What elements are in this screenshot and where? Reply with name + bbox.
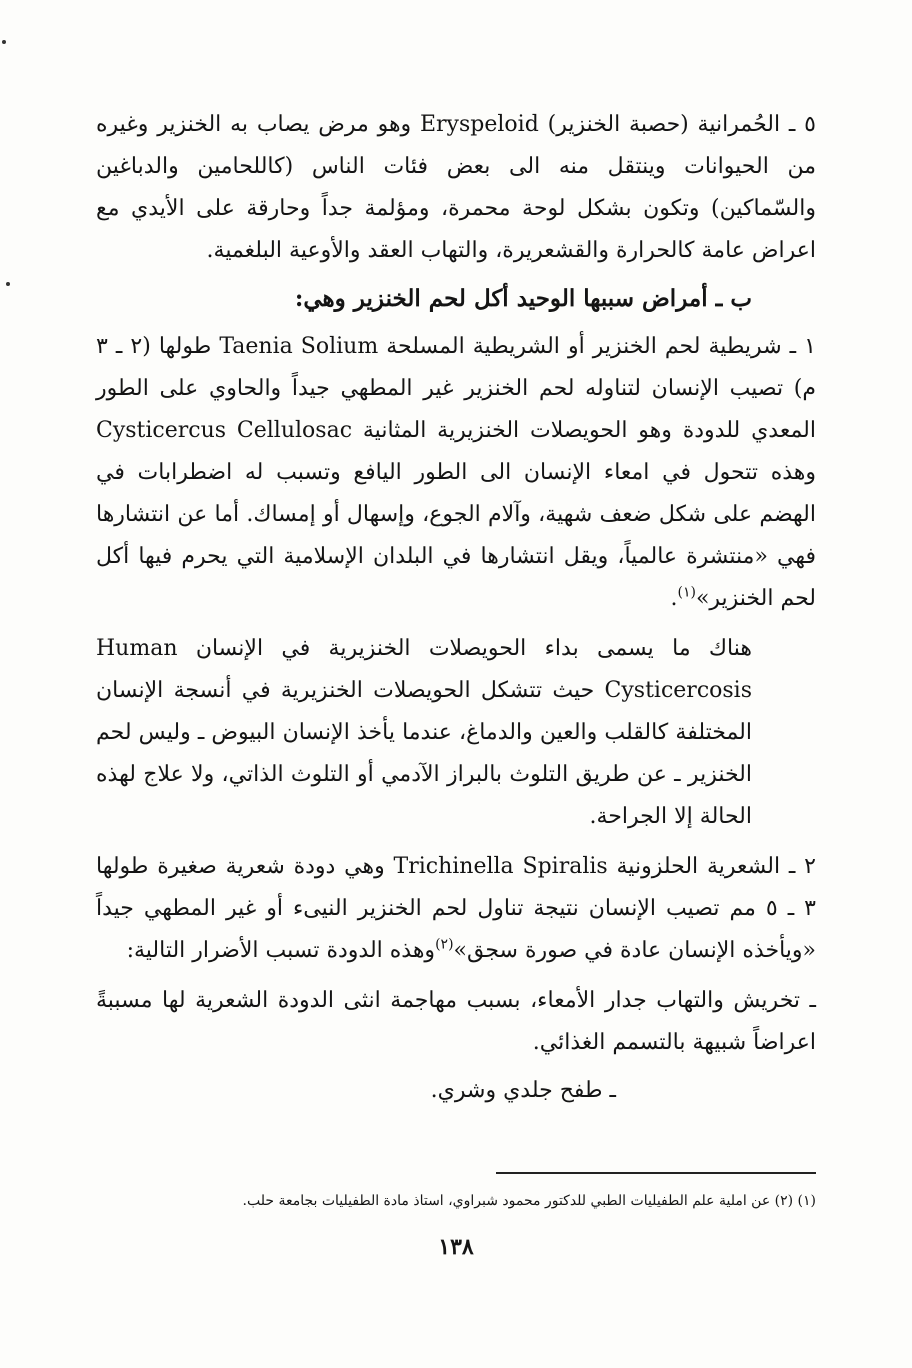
- bullet-skin-rash: ـ طفح جلدي وشري.: [430, 1078, 616, 1103]
- page-body: [96, 104, 816, 1112]
- paragraph-human-cysticercosis: هناك ما يسمى بداء الحويصلات الخنزيرية في الإنسان Human Cysticercosis حيث تتشكل الحويصلات الخنزيرية في أنسجة الإنسان المختلفة كالقلب والعين والدماغ، عندما يأخذ الإنسان البيوض ـ وليس لحم الخنزير ـ عن طريق التلوث بالبراز الآدمي أو التلوث الذاتي، ولا علاج لهذه الحالة إلا الجراحة.: [96, 636, 752, 829]
- bullet-intestinal-irritation: ـ تخريش والتهاب جدار الأمعاء، بسبب مهاجمة انثى الدودة الشعرية لها مسببةً اعراضاً شبيهة بالتسمم الغذائي.: [96, 988, 816, 1055]
- paragraph-erysipeloid: ٥ ـ الحُمرانية (حصبة الخنزير) Eryspeloid وهو مرض يصاب به الخنزير وغيره من الحيوانات وينتقل منه الى بعض فئات الناس (كاللحامين والدباغين والسّماكين) وتكون بشكل لوحة محمرة، ومؤلمة جداً وحارقة على الأيدي مع اعراض عامة كالحرارة والقشعريرة، والتهاب العقد والأوعية البلغمية.: [96, 112, 816, 263]
- section-heading: ب ـ أمراض سببها الوحيد أكل لحم الخنزير وهي:: [294, 285, 752, 312]
- footnote: (١) (٢) عن املية علم الطفيليات الطبي للدكتور محمود شبراوي، استاذ مادة الطفيليات بجامعة حلب.: [242, 1193, 816, 1209]
- page-number: ١٣٨: [438, 1234, 474, 1260]
- scan-speck-top: [2, 40, 6, 44]
- footnote-divider: [496, 1172, 816, 1174]
- footnote-ref-2: (٢): [435, 936, 454, 953]
- paragraph-taenia-solium: ١ ـ شريطية لحم الخنزير أو الشريطية المسلحة Taenia Solium طولها (٢ ـ ٣ م) تصيب الإنسان لتناوله لحم الخنزير غير المطهي جيداً والحاوي على الطور المعدي للدودة وهو الحويصلات الخنزيرية المثانية Cysticercus Cellulosac وهذه تتحول في امعاء الإنسان الى الطور اليافع وتسبب له اضطرابات في الهضم على شكل ضعف شهية، وآلام الجوع، وإسهال أو إمساك. أما عن انتشارها فهي «منتشرة عالمياً، ويقل انتشارها في البلدان الإسلامية التي يحرم فيها أكل لحم الخنزير»$^{(١)}$.: [96, 334, 816, 611]
- taenia-text: ١ ـ شريطية لحم الخنزير أو الشريطية المسلحة Taenia Solium طولها (٢ ـ ٣ م) تصيب الإنسان لتناوله لحم الخنزير غير المطهي جيداً والحاوي على الطور المعدي للدودة وهو الحويصلات الخنزيرية المثانية Cysticercus Cellulosac وهذه تتحول في امعاء الإنسان الى الطور اليافع وتسبب له اضطرابات في الهضم على شكل ضعف شهية، وآلام الجوع، وإسهال أو إمساك. أما عن انتشارها فهي «منتشرة عالمياً، ويقل انتشارها في البلدان الإسلامية التي يحرم فيها أكل لحم الخنزير»: [96, 334, 816, 611]
- scan-speck-side: [6, 282, 10, 286]
- trichinella-text: ٢ ـ الشعرية الحلزونية Trichinella Spiralis وهي دودة شعرية صغيرة طولها ٣ ـ ٥ مم تصيب الإنسان نتيجة تناول لحم الخنزير النيىء أو غير المطهي جيداً «ويأخذه الإنسان عادة في صورة سجق»: [96, 854, 816, 963]
- trichinella-tail: وهذه الدودة تسبب الأضرار التالية:: [126, 938, 436, 963]
- footnote-ref-1: (١): [677, 584, 696, 601]
- paragraph-trichinella: [96, 846, 816, 972]
